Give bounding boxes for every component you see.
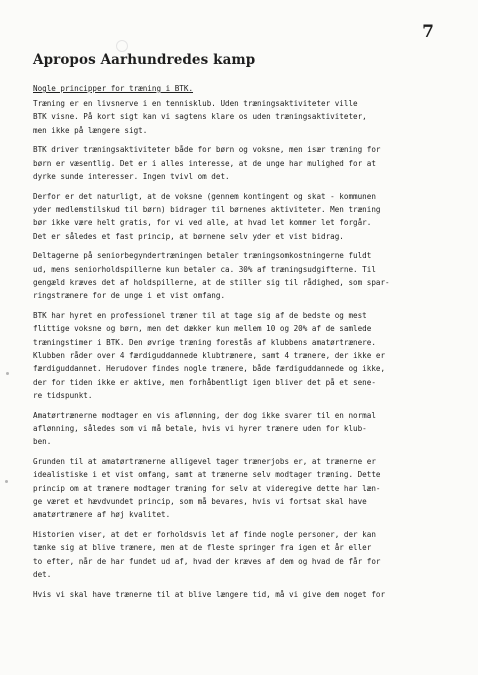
punch-hole-mark xyxy=(116,40,128,52)
paragraph xyxy=(33,249,443,302)
text-line: tænke sig at blive trænere, men at de fleste springer fra igen et år eller xyxy=(33,543,372,553)
paragraph xyxy=(33,528,443,581)
text-line: men ikke på længere sigt. xyxy=(33,125,148,135)
text-line: Historien viser, at det er forholdsvis let af finde nogle personer, der kan xyxy=(33,530,376,540)
text-line: Det er således et fast princip, at børnene selv yder et vist bidrag. xyxy=(33,231,344,241)
margin-speck xyxy=(5,480,8,483)
text-line: Hvis vi skal have trænerne til at blive længere tid, må vi give dem noget for xyxy=(33,589,386,599)
text-line: Derfor er det naturligt, at de voksne (gennem kontingent og skat - kommunen xyxy=(33,191,376,201)
text-line: færdiguddannet. Herudover findes nogle trænere, både færdiguddannede og ikke, xyxy=(33,364,386,374)
section-subtitle: Nogle principper for træning i BTK. xyxy=(33,84,194,93)
text-line: BTK har hyret en professionel træner til at tage sig af de bedste og mest xyxy=(33,311,367,321)
text-line: BTK visne. På kort sigt kan vi sagtens klare os uden træningsaktiviteter, xyxy=(33,112,367,122)
text-line: ud, mens seniorholdspillerne kun betaler ca. 30% af træningsudgifterne. Til xyxy=(33,264,376,274)
text-line: to efter, når de har fundet ud af, hvad der kræves af dem og hvad de får for xyxy=(33,556,381,566)
text-line: Træning er en livsnerve i en tennisklub. Uden træningsaktiviteter ville xyxy=(33,99,358,108)
text-line: yder medlemstilskud til børn) bidrager til børnenes aktiviteter. Men træning xyxy=(33,205,381,215)
text-line: Amatørtrænerne modtager en vis aflønning, der dog ikke svarer til en normal xyxy=(33,410,376,420)
text-line: bør ikke være helt gratis, for vi ved alle, at hvad let kommer let forgår. xyxy=(33,218,372,228)
text-line: aflønning, således som vi må betale, hvis vi hyrer trænere uden for klub- xyxy=(33,424,367,434)
text-line: det. xyxy=(33,570,52,579)
article-title: Apropos Aarhundredes kamp xyxy=(33,52,256,68)
paragraph xyxy=(33,409,443,449)
paragraph xyxy=(33,143,443,183)
text-line: princip om at trænere modtager træning for selv at videregive dette har læn- xyxy=(33,483,381,493)
paragraph xyxy=(33,309,443,402)
article-body xyxy=(33,97,443,608)
text-line: gengæld kræves det af holdspillerne, at de stiller sig til rådighed, som spar- xyxy=(33,278,390,288)
text-line: re tidspunkt. xyxy=(33,390,93,400)
text-line: BTK driver træningsaktiviteter både for børn og voksne, men især træning for xyxy=(33,145,381,155)
text-line: børn er væsentlig. Det er i alles interesse, at de unge har mulighed for at xyxy=(33,158,376,168)
text-line: amatørtrænere af høj kvalitet. xyxy=(33,510,171,520)
paragraph xyxy=(33,455,443,521)
text-line: flittige voksne og børn, men det dækker kun mellem 10 og 20% af de samlede xyxy=(33,324,372,334)
text-line: der for tiden ikke er aktive, men forhåbentligt igen bliver det på et sene- xyxy=(33,377,376,387)
text-line: dyrke sunde interesser. Ingen tvivl om det. xyxy=(33,171,230,181)
text-line: idealistiske i et vist omfang, samt at trænerne selv modtager træning. Dette xyxy=(33,470,381,480)
margin-speck xyxy=(6,372,9,375)
text-line: træningstimer i BTK. Den øvrige træning forestås af klubbens amatørtrænere. xyxy=(33,337,376,347)
text-line: Klubben råder over 4 færdiguddannede klubtrænere, samt 4 trænere, der ikke er xyxy=(33,351,386,361)
paragraph xyxy=(33,190,443,243)
paragraph xyxy=(33,588,443,601)
paragraph xyxy=(33,97,443,137)
text-line: Grunden til at amatørtrænerne alligevel tager trænerjobs er, at trænerne er xyxy=(33,457,376,467)
text-line: ge været et hævdvundet princip, som må bevares, hvis vi fortsat skal have xyxy=(33,497,367,507)
text-line: ben. xyxy=(33,437,52,447)
page-number: 7 xyxy=(422,22,434,42)
text-line: ringstrænere for de unge i et vist omfang. xyxy=(33,291,226,301)
text-line: Deltagerne på seniorbegyndertræningen betaler træningsomkostningerne fuldt xyxy=(33,251,372,261)
